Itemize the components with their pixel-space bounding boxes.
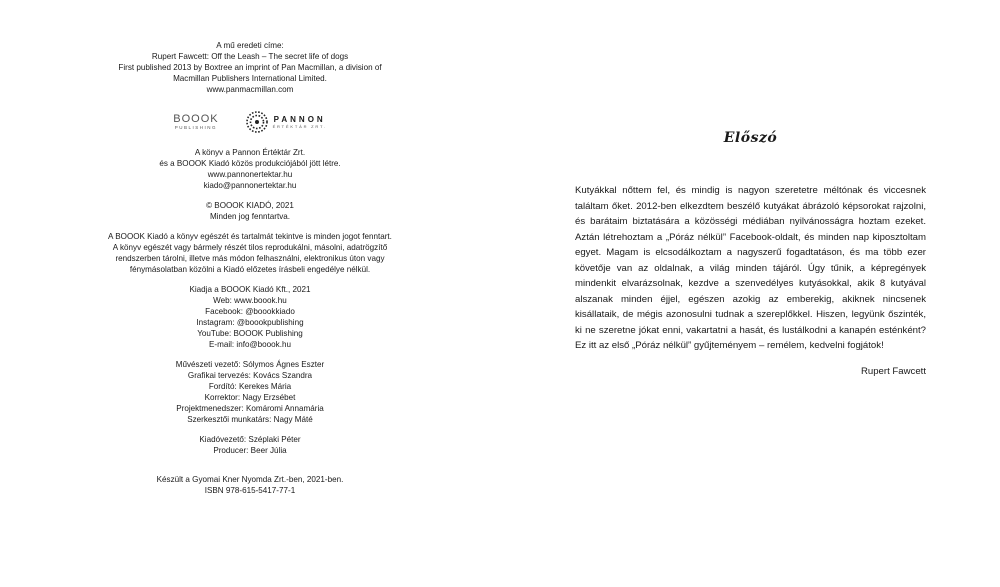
colophon-line: Készült a Gyomai Kner Nyomda Zrt.-ben, 2021-ben. (156, 475, 344, 484)
pannon-logo (245, 110, 327, 134)
foreword-body: Kutyákkal nőttem fel, és mindig is nagyon szeretetre méltónak és viccesnek találtam őket. 2012-ben elkezdtem beszélő kutyákat ábrázoló képsorokat rajzolni, és barátaim biztatására a közösségi médiában nyilvánosságra hoztam ezeket. Aztán létrehoztam a „Póráz nélkül” Facebook-oldalt, és minden nap kiposztoltam egyet. Magam is elcsodálkoztam a nagyszerű fogadtatáson, és ma több ezer követője van az oldalnak, a világ minden tájáról. Úgy tűnik, a képregények mindenkit elvarázsolnak, kezdve a szenvedélyes kutyásokkal, akik 8 kutyával alszanak minden éjjel, egészen azokig az emberekig, akiknek nincsenek kisállataik, de mégis azonosulni tudnak a szereplőkkel. Hiszen, legyünk őszinték, ki ne szeretne jókat enni, vakartatni a hasát, és lustálkodni a kanapén esténként? Ez itt az első „Póráz nélkül” gyűjteményem – remélem, kedvelni fogjátok! (575, 185, 926, 351)
colophon-line: Szerkesztői munkatárs: Nagy Máté (187, 415, 313, 424)
colophon-line: Kiadja a BOOOK Kiadó Kft., 2021 (189, 285, 311, 294)
colophon-line: First published 2013 by Boxtree an imprint of Pan Macmillan, a division of (118, 63, 382, 72)
copyright-block (72, 200, 428, 222)
colophon-line: rendszerben tárolni, illetve más módon felhasználni, elektronikus úton vagy (115, 254, 385, 263)
pannon-logo-text: PANNON (273, 115, 326, 124)
colophon-line: Minden jog fenntartva. (209, 212, 291, 221)
colophon-line: A könyv a Pannon Értéktár Zrt. (194, 148, 306, 157)
credits-block (72, 359, 428, 425)
colophon-line: www.pannonertektar.hu (207, 170, 293, 179)
colophon-line: YouTube: BOOOK Publishing (197, 329, 303, 338)
colophon-line: Producer: Beer Júlia (213, 446, 287, 455)
colophon-line: Projektmenedszer: Komáromi Annamária (176, 404, 324, 413)
colophon-line: Fordító: Kerekes Mária (208, 382, 292, 391)
printing-block (72, 474, 428, 496)
publisher-logos (72, 107, 428, 137)
colophon-line: A BOOOK Kiadó a könyv egészét és tartalmát tekintve is minden jogot fenntart. (108, 232, 392, 241)
colophon-line: Grafikai tervezés: Kovács Szandra (187, 371, 313, 380)
colophon-line: ISBN 978-615-5417-77-1 (204, 486, 296, 495)
boook-logo (173, 114, 218, 131)
publisher-block (72, 284, 428, 350)
coproduction-block (72, 147, 428, 191)
colophon-line: E-mail: info@boook.hu (208, 340, 291, 349)
colophon-line: fénymásolatban közölni a Kiadó előzetes írásbeli engedélye nélkül. (129, 265, 371, 274)
colophon-page (72, 40, 428, 505)
rights-block (72, 231, 428, 275)
colophon-line: Korrektor: Nagy Erzsébet (204, 393, 296, 402)
pannon-logo-subtext: ÉRTÉKTÁR ZRT. (272, 124, 327, 129)
foreword-page (575, 130, 926, 377)
management-block (72, 434, 428, 456)
colophon-line: www.panmacmillan.com (206, 85, 294, 94)
colophon-line: Művészeti vezető: Sólymos Ágnes Eszter (175, 360, 325, 369)
pannon-emblem-icon (245, 110, 269, 134)
colophon-line: A könyv egészét vagy bármely részét tilos reprodukálni, másolni, adatrögzítő (112, 243, 388, 252)
original-title-block (72, 40, 428, 95)
colophon-line: Instagram: @boookpublishing (196, 318, 304, 327)
foreword-signature: Rupert Fawcett (860, 365, 926, 377)
colophon-line: A mű eredeti címe: (216, 41, 284, 50)
boook-logo-subtext: PUBLISHING (174, 124, 218, 130)
colophon-line: Facebook: @boookkiado (205, 307, 295, 316)
colophon-line: kiado@pannonertektar.hu (203, 181, 297, 190)
colophon-line: Kiadóvezető: Széplaki Péter (199, 435, 301, 444)
foreword-title: Előszó (723, 130, 778, 146)
colophon-line: Web: www.boook.hu (213, 296, 287, 305)
colophon-line: és a BOOOK Kiadó közös produkciójából jött létre. (159, 159, 341, 168)
colophon-line: Rupert Fawcett: Off the Leash – The secret life of dogs (151, 52, 349, 61)
boook-logo-text: BOOOK (173, 112, 219, 125)
colophon-line: Macmillan Publishers International Limited. (173, 74, 327, 83)
colophon-line: © BOOOK KIADÓ, 2021 (206, 201, 294, 210)
